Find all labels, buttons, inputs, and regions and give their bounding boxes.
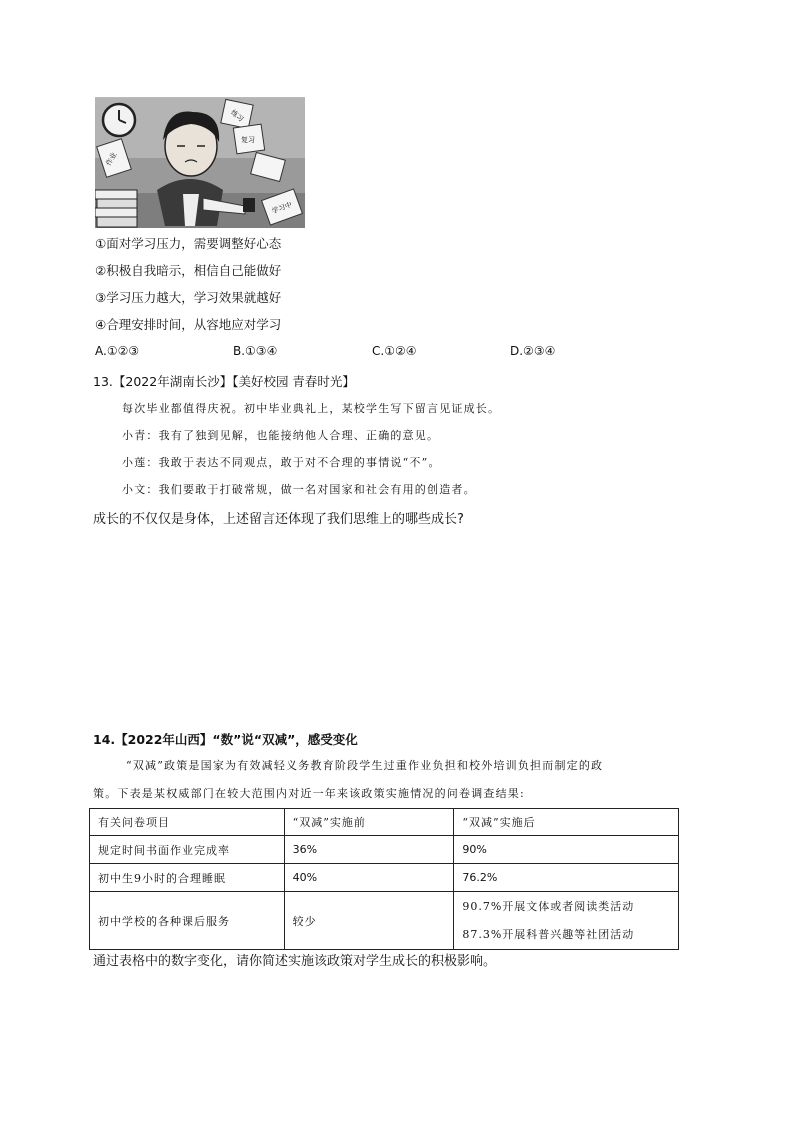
survey-table [89, 808, 679, 950]
table-cell-after: 90% [454, 836, 679, 864]
q12-option-c: C.①②④ [372, 344, 417, 358]
svg-text:复习: 复习 [241, 136, 255, 144]
table-cell-item: 初中学校的各种课后服务 [90, 892, 285, 950]
cup-icon [243, 198, 255, 212]
q13-quote-1: 小青：我有了独到见解，也能接纳他人合理、正确的意见。 [122, 429, 440, 442]
table-row [90, 864, 679, 892]
q14-question: 通过表格中的数字变化，请你简述实施该政策对学生成长的积极影响。 [93, 954, 497, 969]
q13-question: 成长的不仅仅是身体，上述留言还体现了我们思维上的哪些成长? [93, 512, 464, 527]
q13-header: 13.【2022年湖南长沙】【美好校园 青春时光】 [93, 374, 355, 389]
q12-option-b: B.①③④ [233, 344, 278, 358]
table-header-after: “双减”实施后 [454, 809, 679, 836]
table-cell-after [454, 892, 679, 950]
q14-header: 14.【2022年山西】“数”说“双减”，感受变化 [93, 732, 358, 747]
table-cell-before: 较少 [284, 892, 454, 950]
svg-text:作业: 作业 [104, 151, 119, 168]
q12-statement-1: ①面对学习压力，需要调整好心态 [95, 236, 282, 251]
table-header-before: “双减”实施前 [284, 809, 454, 836]
table-cell-after: 76.2% [454, 864, 679, 892]
q14-intro-line1: “双减”政策是国家为有效减轻义务教育阶段学生过重作业负担和校外培训负担而制定的政 [126, 759, 604, 772]
q13-intro: 每次毕业都值得庆祝。初中毕业典礼上，某校学生写下留言见证成长。 [122, 402, 501, 415]
table-cell-after-line: 87.3%开展科普兴趣等社团活动 [462, 927, 635, 941]
table-cell-before: 40% [284, 864, 454, 892]
book-stack-icon [95, 190, 137, 227]
clock-icon [103, 104, 135, 136]
table-cell-after-line: 90.7%开展文体或者阅读类活动 [462, 899, 635, 913]
q12-statement-2: ②积极自我暗示，相信自己能做好 [95, 263, 282, 278]
table-header-item: 有关问卷项目 [90, 809, 285, 836]
q12-option-d: D.②③④ [510, 344, 556, 358]
q12-statement-3: ③学习压力越大，学习效果就越好 [95, 290, 282, 305]
table-cell-item: 规定时间书面作业完成率 [90, 836, 285, 864]
stressed-student-illustration [95, 97, 305, 228]
q13-quote-3: 小文：我们要敢于打破常规，做一名对国家和社会有用的创造者。 [122, 483, 476, 496]
svg-text:学习中: 学习中 [270, 200, 294, 216]
table-cell-item: 初中生9小时的合理睡眠 [90, 864, 285, 892]
q14-intro-line2: 策。下表是某权威部门在较大范围内对近一年来该政策实施情况的问卷调查结果: [93, 787, 525, 800]
q12-statement-4: ④合理安排时间，从容地应对学习 [95, 317, 282, 332]
table-row [90, 892, 679, 950]
table-header-row [90, 809, 679, 836]
table-row [90, 836, 679, 864]
q12-option-a: A.①②③ [95, 344, 140, 358]
table-cell-before: 36% [284, 836, 454, 864]
q13-quote-2: 小莲：我敢于表达不同观点，敢于对不合理的事情说“不”。 [122, 456, 441, 469]
svg-text:练习: 练习 [229, 108, 245, 124]
